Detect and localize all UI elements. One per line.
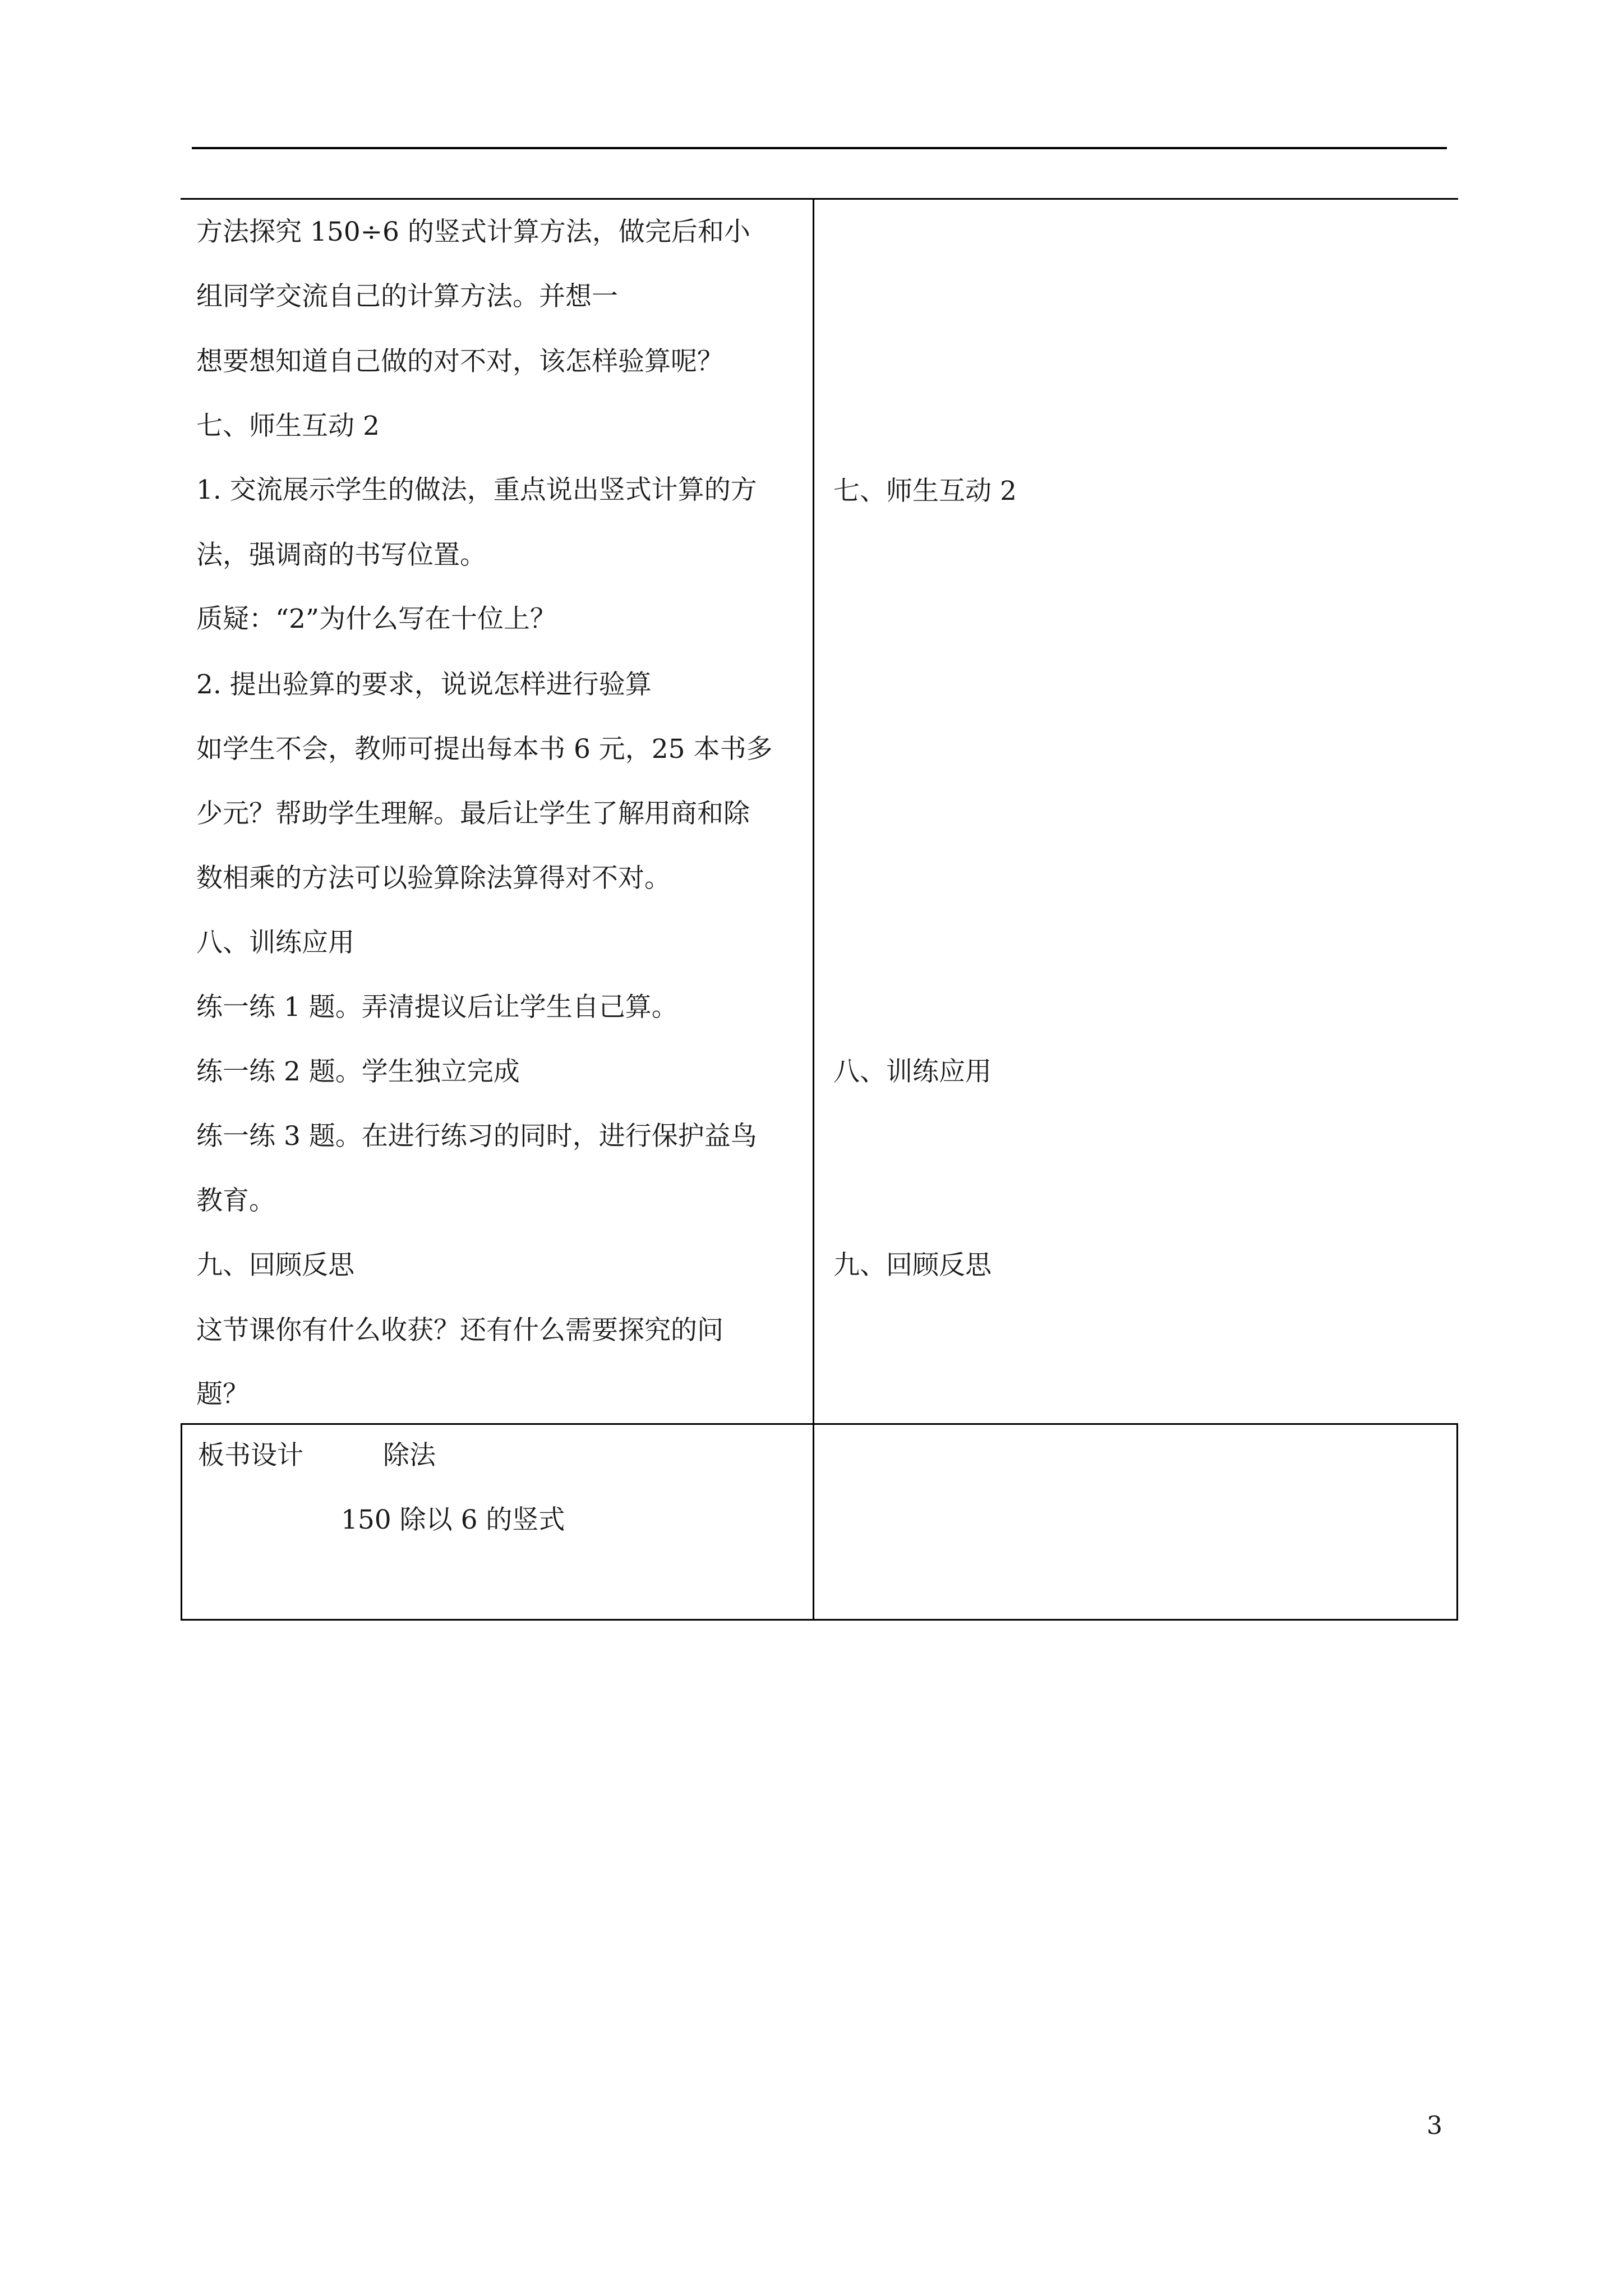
section-heading: 七、师生互动 2 <box>196 411 380 441</box>
process-line: 题？ <box>196 1379 249 1410</box>
board-design-cell <box>181 1423 814 1621</box>
board-title: 除法 <box>383 1440 436 1471</box>
process-line: 质疑：“2”为什么写在十位上？ <box>196 604 556 634</box>
process-line: 少元？帮助学生理解。最后让学生了解用商和除 <box>196 798 750 829</box>
header-rule <box>192 147 1447 149</box>
note-training: 八、训练应用 <box>833 1056 992 1087</box>
note-interaction: 七、师生互动 2 <box>833 476 1017 507</box>
process-line: 2. 提出验算的要求，说说怎样进行验算 <box>196 669 652 700</box>
process-line: 练一练 2 题。学生独立完成 <box>196 1056 520 1087</box>
notes-cell <box>814 198 1458 1423</box>
process-line: 教育。 <box>196 1185 275 1216</box>
note-reflection: 九、回顾反思 <box>833 1250 992 1281</box>
section-heading: 八、训练应用 <box>196 927 354 958</box>
process-line: 数相乘的方法可以验算除法算得对不对。 <box>196 863 671 894</box>
section-heading: 九、回顾反思 <box>196 1250 354 1281</box>
process-line: 想要想知道自己做的对不对，该怎样验算呢？ <box>196 346 723 377</box>
board-subtitle: 150 除以 6 的竖式 <box>341 1504 565 1535</box>
process-line: 如学生不会，教师可提出每本书 6 元，25 本书多 <box>196 734 773 765</box>
process-line: 组同学交流自己的计算方法。并想一 <box>196 281 618 312</box>
board-design-right-cell <box>813 1423 1458 1621</box>
process-line: 法，强调商的书写位置。 <box>196 540 486 570</box>
page-number: 3 <box>1427 2111 1442 2140</box>
teaching-process-cell <box>181 198 814 1423</box>
process-line: 1. 交流展示学生的做法，重点说出竖式计算的方 <box>196 475 757 505</box>
process-line: 练一练 3 题。在进行练习的同时，进行保护益鸟 <box>196 1121 757 1152</box>
process-line: 练一练 1 题。弄清提议后让学生自己算。 <box>196 992 678 1023</box>
process-line: 这节课你有什么收获？还有什么需要探究的问 <box>196 1315 723 1346</box>
lesson-plan-table <box>181 198 1458 1621</box>
process-line: 方法探究 150÷6 的竖式计算方法，做完后和小 <box>196 217 750 247</box>
board-design-label: 板书设计 <box>198 1440 303 1471</box>
